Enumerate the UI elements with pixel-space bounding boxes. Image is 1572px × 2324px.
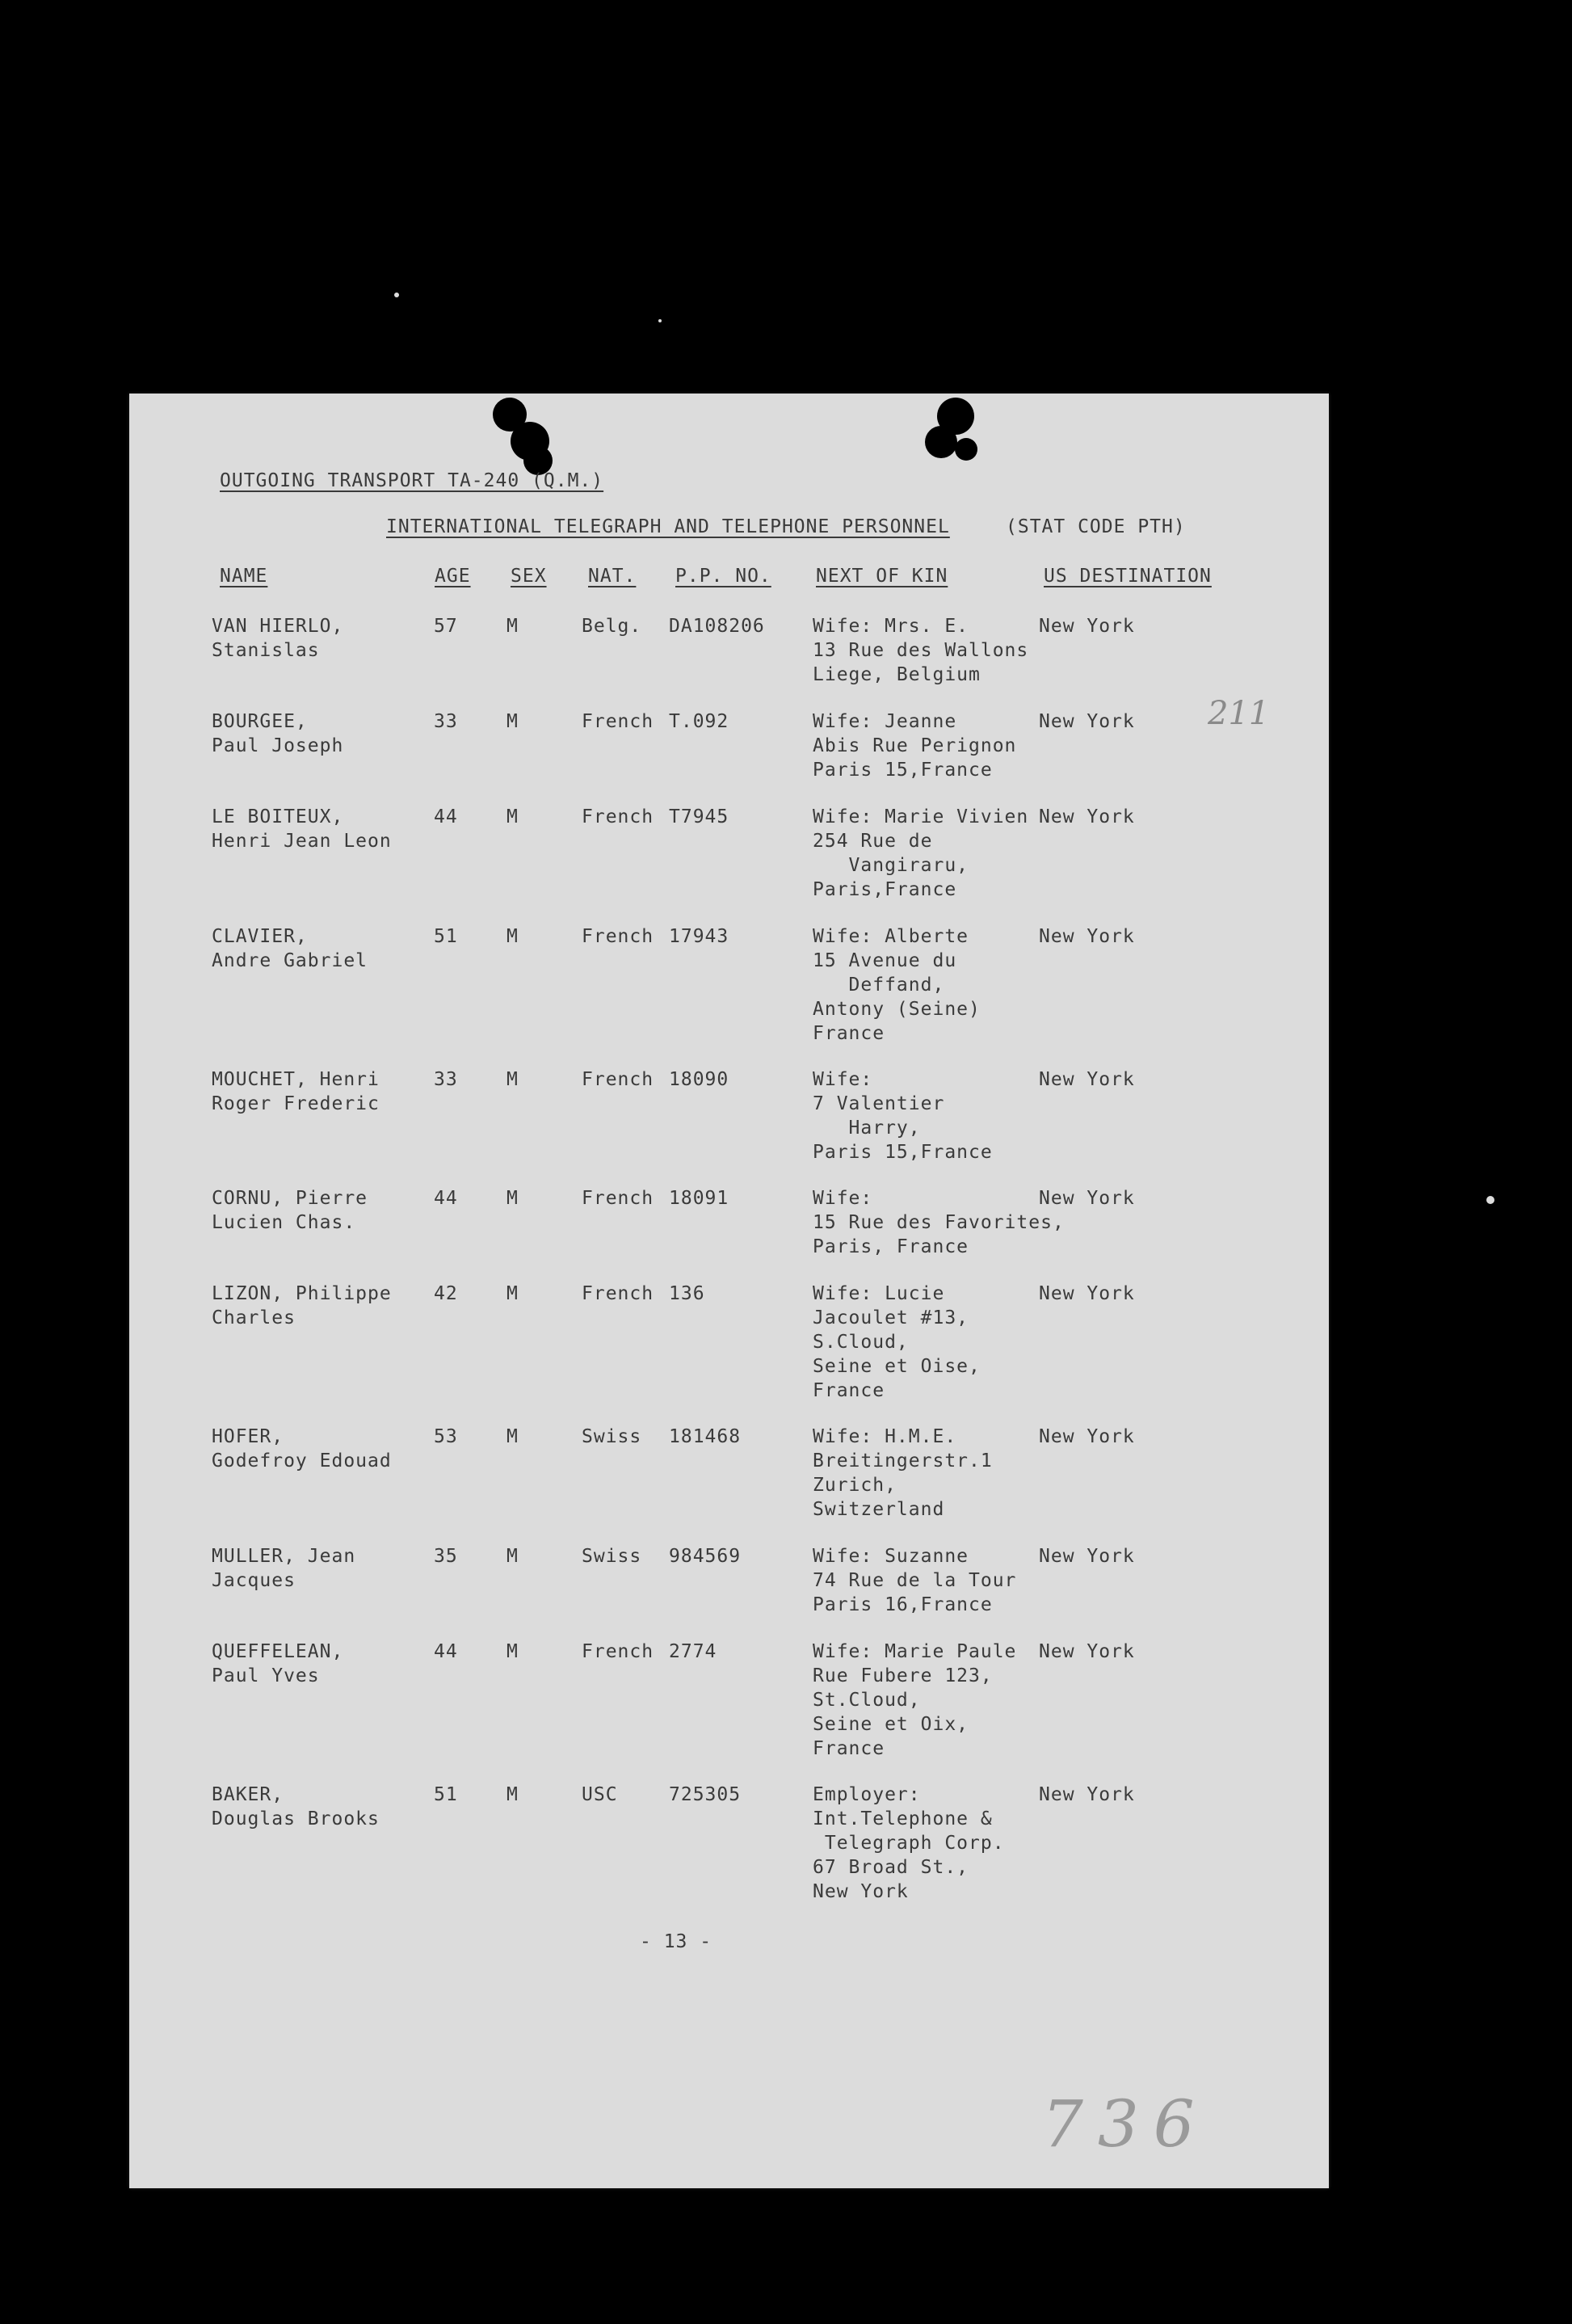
cell-us-destination: New York: [1039, 806, 1135, 827]
cell-us-destination: New York: [1039, 616, 1135, 637]
punch-hole-right-2: [925, 426, 957, 458]
cell-nationality: USC: [582, 1784, 618, 1805]
cell-next-of-kin-line: Wife: Alberte: [813, 926, 969, 947]
cell-us-destination: New York: [1039, 1188, 1135, 1209]
section-title: INTERNATIONAL TELEGRAPH AND TELEPHONE PERSONNEL: [386, 516, 950, 537]
cell-next-of-kin-line: Switzerland: [813, 1499, 945, 1520]
cell-name-line: Roger Frederic: [212, 1093, 380, 1114]
transport-title: OUTGOING TRANSPORT TA-240 (Q.M.): [220, 470, 604, 491]
cell-next-of-kin-line: Paris 16,France: [813, 1594, 993, 1615]
cell-next-of-kin-line: Employer:: [813, 1784, 921, 1805]
cell-next-of-kin-line: Harry,: [813, 1118, 921, 1139]
cell-nationality: French: [582, 1283, 654, 1304]
cell-us-destination: New York: [1039, 1784, 1135, 1805]
cell-next-of-kin: [813, 1186, 1065, 1259]
cell-sex: M: [506, 1188, 519, 1209]
dust-speck: [658, 319, 662, 322]
column-header-pp: P.P. NO.: [675, 566, 771, 587]
cell-next-of-kin: [813, 614, 1028, 687]
cell-us-destination: New York: [1039, 1283, 1135, 1304]
cell-sex: M: [506, 926, 519, 947]
cell-next-of-kin-line: Seine et Oise,: [813, 1356, 981, 1377]
column-header-nat: NAT.: [588, 566, 637, 587]
page-number: - 13 -: [640, 1931, 712, 1952]
stat-code: (STAT CODE PTH): [1006, 516, 1186, 537]
cell-name-line: Godefroy Edouad: [212, 1450, 392, 1471]
cell-next-of-kin: [813, 924, 981, 1046]
cell-passport-no: 136: [669, 1283, 705, 1304]
cell-next-of-kin: [813, 709, 1016, 782]
cell-next-of-kin-line: Paris,France: [813, 879, 957, 900]
cell-next-of-kin-line: France: [813, 1380, 885, 1401]
cell-nationality: Belg.: [582, 616, 642, 637]
cell-name-line: HOFER,: [212, 1426, 284, 1447]
cell-next-of-kin-line: Liege, Belgium: [813, 664, 981, 685]
cell-age: 42: [434, 1283, 458, 1304]
cell-name-line: VAN HIERLO,: [212, 616, 344, 637]
cell-next-of-kin-line: Rue Fubere 123,: [813, 1665, 993, 1686]
cell-next-of-kin-line: Abis Rue Perignon: [813, 735, 1017, 756]
punch-hole-right-3: [955, 438, 977, 461]
cell-name: [212, 1186, 368, 1235]
cell-sex: M: [506, 1641, 519, 1662]
cell-name-line: Douglas Brooks: [212, 1808, 380, 1829]
cell-us-destination: New York: [1039, 711, 1135, 732]
cell-passport-no: 2774: [669, 1641, 717, 1662]
cell-next-of-kin-line: Wife: Marie Vivien: [813, 806, 1029, 827]
cell-next-of-kin-line: Antony (Seine): [813, 999, 981, 1020]
margin-number: 211: [1208, 695, 1270, 732]
cell-next-of-kin-line: 7 Valentier: [813, 1093, 945, 1114]
cell-sex: M: [506, 1069, 519, 1090]
cell-next-of-kin: [813, 805, 1028, 902]
dust-speck: [1486, 1196, 1494, 1204]
cell-age: 57: [434, 616, 458, 637]
cell-nationality: French: [582, 1069, 654, 1090]
cell-name-line: BOURGEE,: [212, 711, 308, 732]
cell-us-destination: New York: [1039, 1069, 1135, 1090]
cell-next-of-kin-line: 13 Rue des Wallons: [813, 640, 1029, 661]
cell-name: [212, 1640, 343, 1688]
cell-next-of-kin-line: S.Cloud,: [813, 1332, 909, 1353]
cell-nationality: French: [582, 1641, 654, 1662]
cell-sex: M: [506, 711, 519, 732]
cell-name: [212, 614, 343, 663]
cell-name-line: Paul Joseph: [212, 735, 344, 756]
cell-next-of-kin-line: France: [813, 1023, 885, 1044]
cell-next-of-kin-line: Jacoulet #13,: [813, 1307, 969, 1328]
column-header-kin: NEXT OF KIN: [816, 566, 948, 587]
cell-passport-no: 17943: [669, 926, 729, 947]
cell-next-of-kin-line: Paris, France: [813, 1236, 969, 1257]
cell-name-line: Stanislas: [212, 640, 320, 661]
cell-next-of-kin-line: Seine et Oix,: [813, 1714, 969, 1735]
cell-next-of-kin-line: 74 Rue de la Tour: [813, 1570, 1017, 1591]
cell-us-destination: New York: [1039, 926, 1135, 947]
cell-sex: M: [506, 1283, 519, 1304]
cell-name-line: MULLER, Jean: [212, 1546, 356, 1567]
cell-name-line: Paul Yves: [212, 1665, 320, 1686]
cell-next-of-kin-line: 254 Rue de: [813, 831, 933, 852]
column-header-dest: US DESTINATION: [1044, 566, 1212, 587]
cell-name-line: Henri Jean Leon: [212, 831, 392, 852]
column-header-name: NAME: [220, 566, 268, 587]
cell-next-of-kin-line: Paris 15,France: [813, 760, 993, 781]
cell-passport-no: 181468: [669, 1426, 742, 1447]
cell-next-of-kin-line: 15 Avenue du: [813, 950, 957, 971]
cell-age: 51: [434, 1784, 458, 1805]
cell-next-of-kin: [813, 1425, 993, 1522]
cell-next-of-kin-line: St.Cloud,: [813, 1690, 921, 1711]
cell-age: 35: [434, 1546, 458, 1567]
cell-name: [212, 805, 392, 853]
cell-name-line: MOUCHET, Henri: [212, 1069, 380, 1090]
cell-nationality: French: [582, 926, 654, 947]
cell-passport-no: DA108206: [669, 616, 765, 637]
cell-age: 44: [434, 1641, 458, 1662]
cell-sex: M: [506, 616, 519, 637]
cell-nationality: French: [582, 711, 654, 732]
cell-name-line: QUEFFELEAN,: [212, 1641, 344, 1662]
cell-us-destination: New York: [1039, 1641, 1135, 1662]
cell-name: [212, 1783, 380, 1831]
cell-next-of-kin: [813, 1640, 1016, 1761]
bottom-handwritten-number: 736: [1042, 2086, 1209, 2162]
cell-next-of-kin-line: Vangiraru,: [813, 855, 969, 876]
cell-sex: M: [506, 1426, 519, 1447]
cell-name: [212, 924, 368, 973]
cell-passport-no: T7945: [669, 806, 729, 827]
cell-next-of-kin-line: 15 Rue des Favorites,: [813, 1212, 1065, 1233]
cell-name-line: CORNU, Pierre: [212, 1188, 368, 1209]
cell-age: 33: [434, 711, 458, 732]
cell-name: [212, 709, 343, 758]
cell-age: 33: [434, 1069, 458, 1090]
cell-next-of-kin: [813, 1067, 993, 1164]
cell-name: [212, 1544, 355, 1593]
cell-next-of-kin-line: Wife: H.M.E.: [813, 1426, 957, 1447]
cell-name-line: Charles: [212, 1307, 296, 1328]
cell-next-of-kin-line: Wife: Marie Paule: [813, 1641, 1017, 1662]
cell-nationality: Swiss: [582, 1546, 642, 1567]
cell-us-destination: New York: [1039, 1426, 1135, 1447]
cell-next-of-kin-line: Zurich,: [813, 1475, 897, 1496]
cell-passport-no: 18091: [669, 1188, 729, 1209]
cell-next-of-kin-line: Breitingerstr.1: [813, 1450, 993, 1471]
cell-next-of-kin: [813, 1282, 981, 1403]
cell-next-of-kin-line: Wife: Jeanne: [813, 711, 957, 732]
cell-next-of-kin-line: 67 Broad St.,: [813, 1857, 969, 1878]
cell-passport-no: 725305: [669, 1784, 742, 1805]
cell-us-destination: New York: [1039, 1546, 1135, 1567]
cell-next-of-kin-line: New York: [813, 1881, 909, 1902]
cell-next-of-kin-line: Wife: Suzanne: [813, 1546, 969, 1567]
cell-nationality: French: [582, 806, 654, 827]
cell-next-of-kin-line: Wife:: [813, 1069, 873, 1090]
cell-passport-no: 18090: [669, 1069, 729, 1090]
cell-nationality: Swiss: [582, 1426, 642, 1447]
cell-age: 53: [434, 1426, 458, 1447]
cell-name-line: BAKER,: [212, 1784, 284, 1805]
cell-passport-no: T.092: [669, 711, 729, 732]
cell-age: 44: [434, 806, 458, 827]
cell-next-of-kin: [813, 1783, 1005, 1904]
cell-next-of-kin-line: Int.Telephone &: [813, 1808, 993, 1829]
document-page: [129, 394, 1329, 2188]
dust-speck: [394, 293, 399, 297]
cell-age: 44: [434, 1188, 458, 1209]
cell-name-line: LE BOITEUX,: [212, 806, 344, 827]
cell-sex: M: [506, 1784, 519, 1805]
cell-nationality: French: [582, 1188, 654, 1209]
cell-next-of-kin-line: Wife: Lucie: [813, 1283, 945, 1304]
cell-sex: M: [506, 806, 519, 827]
cell-name-line: Jacques: [212, 1570, 296, 1591]
cell-name: [212, 1067, 380, 1116]
cell-name-line: Lucien Chas.: [212, 1212, 356, 1233]
cell-next-of-kin-line: Telegraph Corp.: [813, 1833, 1005, 1854]
column-header-sex: SEX: [511, 566, 547, 587]
cell-passport-no: 984569: [669, 1546, 742, 1567]
cell-sex: M: [506, 1546, 519, 1567]
cell-name-line: Andre Gabriel: [212, 950, 368, 971]
cell-next-of-kin-line: Deffand,: [813, 975, 945, 996]
cell-age: 51: [434, 926, 458, 947]
cell-next-of-kin-line: Paris 15,France: [813, 1142, 993, 1163]
cell-name-line: LIZON, Philippe: [212, 1283, 392, 1304]
cell-name: [212, 1425, 392, 1473]
cell-next-of-kin-line: Wife:: [813, 1188, 873, 1209]
cell-next-of-kin: [813, 1544, 1016, 1617]
cell-name-line: CLAVIER,: [212, 926, 308, 947]
cell-name: [212, 1282, 392, 1330]
cell-next-of-kin-line: Wife: Mrs. E.: [813, 616, 969, 637]
cell-next-of-kin-line: France: [813, 1738, 885, 1759]
column-header-age: AGE: [435, 566, 471, 587]
